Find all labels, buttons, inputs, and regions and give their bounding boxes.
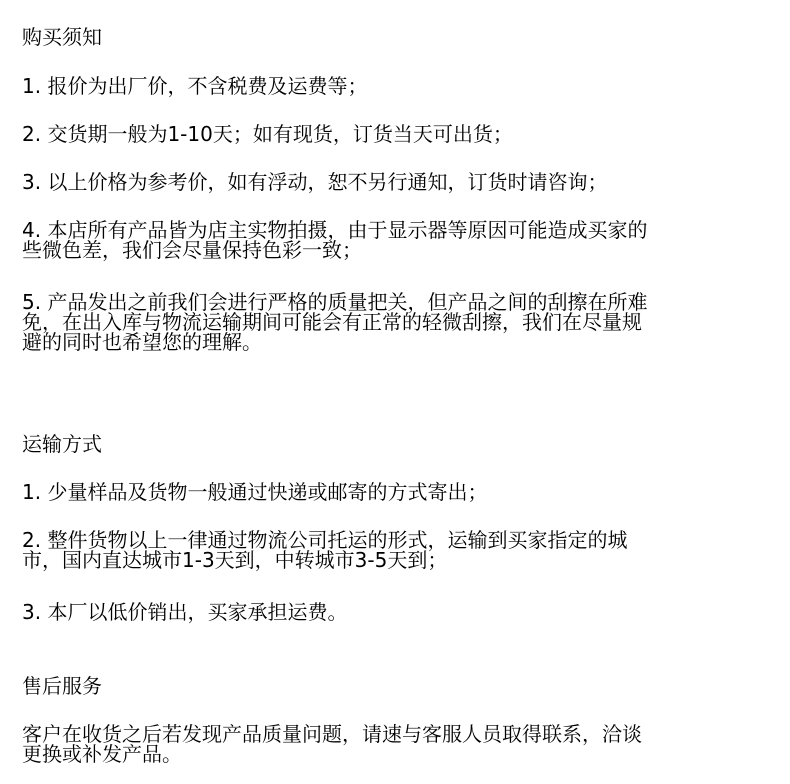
section-heading-after-sales: 售后服务 [22, 674, 102, 698]
section-heading-purchase-notice: 购买须知 [22, 25, 102, 49]
purchase-notice-item-3: 3. 以上价格为参考价，如有浮动，恕不另行通知，订货时请咨询； [22, 170, 608, 194]
purchase-notice-item-5: 5. 产品发出之前我们会进行严格的质量把关，但产品之间的刮擦在所难 免，在出入库与物流运输期间可能会有正常的轻微刮擦，我们在尽量规 避的同时也希望您的理解。 [22, 290, 648, 354]
purchase-notice-item-2: 2. 交货期一般为1-10天；如有现货，订货当天可出货； [22, 122, 513, 146]
shipping-item-2: 2. 整件货物以上一律通过物流公司托运的形式，运输到买家指定的城 市，国内直达城市1-3天到，中转城市3-5天到； [22, 528, 628, 572]
shipping-item-3: 3. 本厂以低价销出，买家承担运费。 [22, 600, 348, 624]
shipping-item-1: 1. 少量样品及货物一般通过快递或邮寄的方式寄出； [22, 480, 488, 504]
purchase-notice-item-1: 1. 报价为出厂价，不含税费及运费等； [22, 74, 368, 98]
after-sales-item-1: 客户在收货之后若发现产品质量问题，请速与客服人员取得联系，洽谈 更换或补发产品。 [22, 722, 642, 766]
purchase-notice-item-4: 4. 本店所有产品皆为店主实物拍摄，由于显示器等原因可能造成买家的 些微色差，我们会尽量保持色彩一致； [22, 218, 648, 262]
section-heading-shipping: 运输方式 [22, 432, 102, 456]
